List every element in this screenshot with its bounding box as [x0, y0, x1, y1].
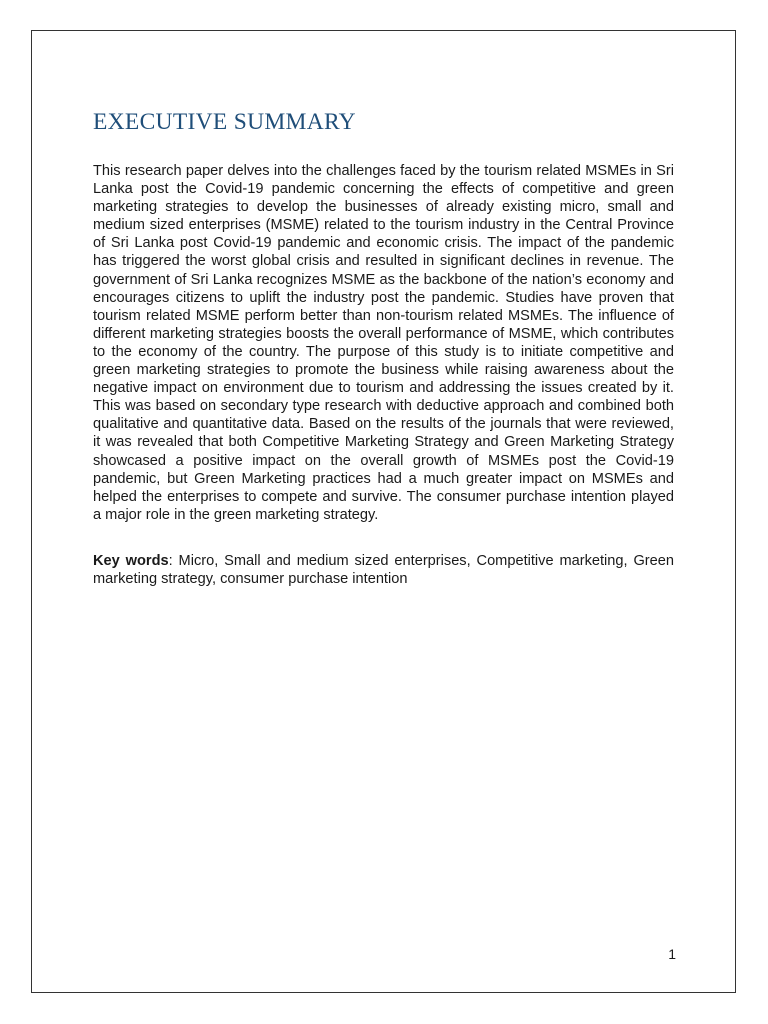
page-number: 1 — [668, 946, 676, 962]
keywords-text: : Micro, Small and medium sized enterprises, Competitive marketing, Green marketing strategy, consumer purchase intention — [93, 553, 674, 588]
keywords-label: Key words — [93, 553, 169, 569]
keywords-paragraph — [93, 552, 674, 588]
section-heading: EXECUTIVE SUMMARY — [93, 109, 356, 135]
summary-paragraph: This research paper delves into the challenges faced by the tourism related MSMEs in Sri Lanka post the Covid-19 pandemic concerning the effects of competitive and green marketing strategies to develop the businesses of already existing micro, small and medium sized enterprises (MSME) related to the tourism industry in the Central Province of Sri Lanka post Covid-19 pandemic and economic crisis. The impact of the pandemic has triggered the worst global crisis and resulted in significant declines in revenue. The government of Sri Lanka recognizes MSME as the backbone of the nation’s economy and encourages citizens to uplift the industry post the pandemic. Studies have proven that tourism related MSME perform better than non-tourism related MSMEs. The influence of different marketing strategies boosts the overall performance of MSME, which contributes to the economy of the country. The purpose of this study is to initiate competitive and green marketing strategies to promote the business while raising awareness about the negative impact on environment due to tourism and addressing the issues created by it. This was based on secondary type research with deductive approach and combined both qualitative and quantitative data. Based on the results of the journals that were reviewed, it was revealed that both Competitive Marketing Strategy and Green Marketing Strategy showcased a positive impact on the overall growth of MSMEs post the Covid-19 pandemic, but Green Marketing practices had a much greater impact on MSMEs and helped the enterprises to compete and survive. The consumer purchase intention played a major role in the green marketing strategy. — [93, 163, 674, 523]
